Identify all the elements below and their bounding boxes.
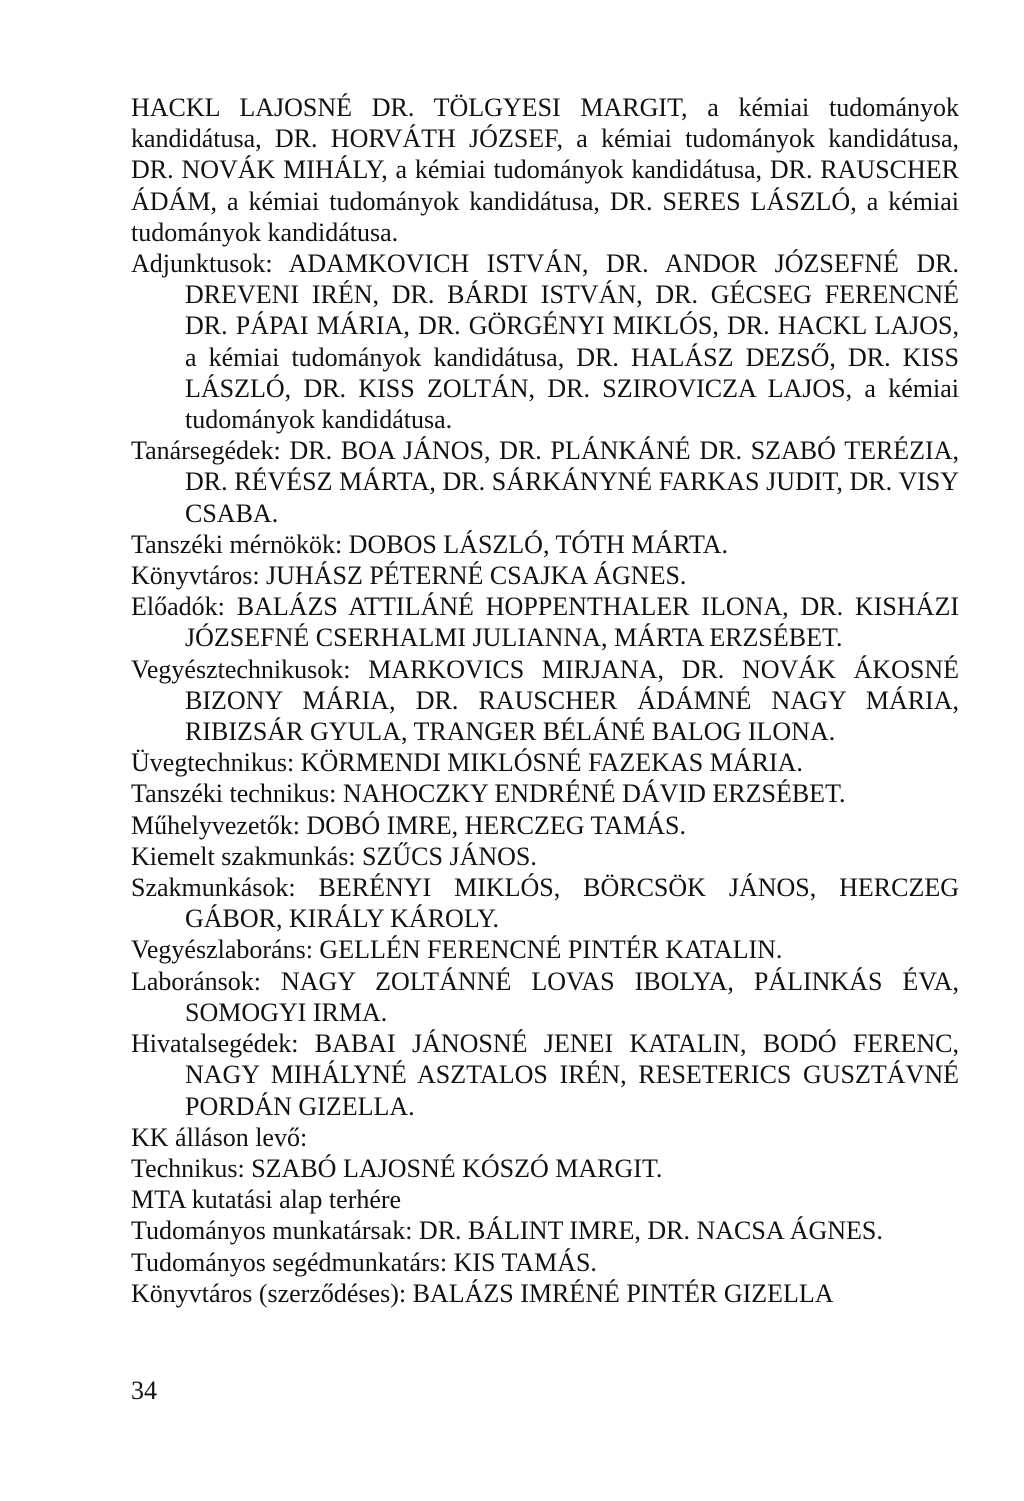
paragraph-uvegtechnikus: Üvegtechnikus: KÖRMENDI MIKLÓSNÉ FAZEKAS MÁRIA. xyxy=(131,748,803,778)
paragraph-candidates: HACKL LAJOSNÉ DR. TÖLGYESI MARGIT, a kémiai tudományok kandidátusa, DR. HORVÁTH JÓZSEF, a kémiai tudományok kandidátusa, DR. NOVÁK MIHÁLY, a kémiai tudományok kandidátusa, DR. RAUSCHER ÁDÁM, a kémiai tudományok kandidátusa, DR. SERES LÁSZLÓ, a kémiai tudományok kandidátusa. xyxy=(131,93,959,247)
paragraph-tanarsegedek: Tanársegédek: DR. BOA JÁNOS, DR. PLÁNKÁNÉ DR. SZABÓ TERÉZIA, DR. RÉVÉSZ MÁRTA, DR. SÁRKÁNYNÉ FARKAS JUDIT, DR. VISY CSABA. xyxy=(131,436,959,528)
paragraph-hivatalsegedek: Hivatalsegédek: BABAI JÁNOSNÉ JENEI KATALIN, BODÓ FERENC, NAGY MIHÁLYNÉ ASZTALOS IRÉN, RESETERICS GUSZTÁVNÉ PORDÁN GIZELLA. xyxy=(131,1029,959,1121)
paragraph-eloadok: Előadók: BALÁZS ATTILÁNÉ HOPPENTHALER ILONA, DR. KISHÁZI JÓZSEFNÉ CSERHALMI JULIANNA, MÁRTA ERZSÉBET. xyxy=(131,592,959,653)
paragraph-konyvtaros: Könyvtáros: JUHÁSZ PÉTERNÉ CSAJKA ÁGNES. xyxy=(131,561,687,591)
paragraph-muhelyvezetok: Műhelyvezetők: DOBÓ IMRE, HERCZEG TAMÁS. xyxy=(131,810,686,840)
paragraph-tanszeki-technikus: Tanszéki technikus: NAHOCZKY ENDRÉNÉ DÁVID ERZSÉBET. xyxy=(131,779,846,809)
paragraph-laboransok: Laboránsok: NAGY ZOLTÁNNÉ LOVAS IBOLYA, PÁLINKÁS ÉVA, SOMOGYI IRMA. xyxy=(131,966,959,1027)
document-body xyxy=(131,92,959,1309)
paragraph-kiemelt-szakmunkas: Kiemelt szakmunkás: SZŰCS JÁNOS. xyxy=(131,841,537,871)
page-number: 34 xyxy=(131,1376,157,1405)
paragraph-vegyesztechnikusok: Vegyésztechnikusok: MARKOVICS MIRJANA, DR. NOVÁK ÁKOSNÉ BIZONY MÁRIA, DR. RAUSCHER ÁDÁMNÉ NAGY MÁRIA, RIBIZSÁR GYULA, TRANGER BÉLÁNÉ BALOG ILONA. xyxy=(131,654,959,747)
paragraph-tanszeki-mernokok: Tanszéki mérnökök: DOBOS LÁSZLÓ, TÓTH MÁRTA. xyxy=(131,529,729,559)
paragraph-adjunktusok: Adjunktusok: ADAMKOVICH ISTVÁN, DR. ANDOR JÓZSEFNÉ DR. DREVENI IRÉN, DR. BÁRDI ISTVÁN, DR. GÉCSEG FERENCNÉ DR. PÁPAI MÁRIA, DR. GÖRGÉNYI MIKLÓS, DR. HACKL LAJOS, a kémiai tudományok kandidátusa, DR. HALÁSZ DEZSŐ, DR. KISS LÁSZLÓ, DR. KISS ZOLTÁN, DR. SZIROVICZA LAJOS, a kémiai tudományok kandidátusa. xyxy=(131,249,959,435)
paragraph-vegyeszlaborans: Vegyészlaboráns: GELLÉN FERENCNÉ PINTÉR KATALIN. xyxy=(131,935,783,965)
line-kk-allason: KK álláson levő: xyxy=(131,1122,308,1152)
paragraph-tudomanyos-segedmunkatars: Tudományos segédmunkatárs: KIS TAMÁS. xyxy=(131,1247,597,1277)
line-technikus: Technikus: SZABÓ LAJOSNÉ KÓSZÓ MARGIT. xyxy=(131,1153,663,1183)
paragraph-tudomanyos-munkatarsak: Tudományos munkatársak: DR. BÁLINT IMRE, DR. NACSA ÁGNES. xyxy=(131,1216,883,1246)
line-mta-kutatasi: MTA kutatási alap terhére xyxy=(131,1185,402,1215)
paragraph-konyvtaros-szerzodeses: Könyvtáros (szerződéses): BALÁZS IMRÉNÉ PINTÉR GIZELLA xyxy=(131,1278,834,1308)
paragraph-szakmunkasok: Szakmunkások: BERÉNYI MIKLÓS, BÖRCSÖK JÁNOS, HERCZEG GÁBOR, KIRÁLY KÁROLY. xyxy=(131,873,959,934)
